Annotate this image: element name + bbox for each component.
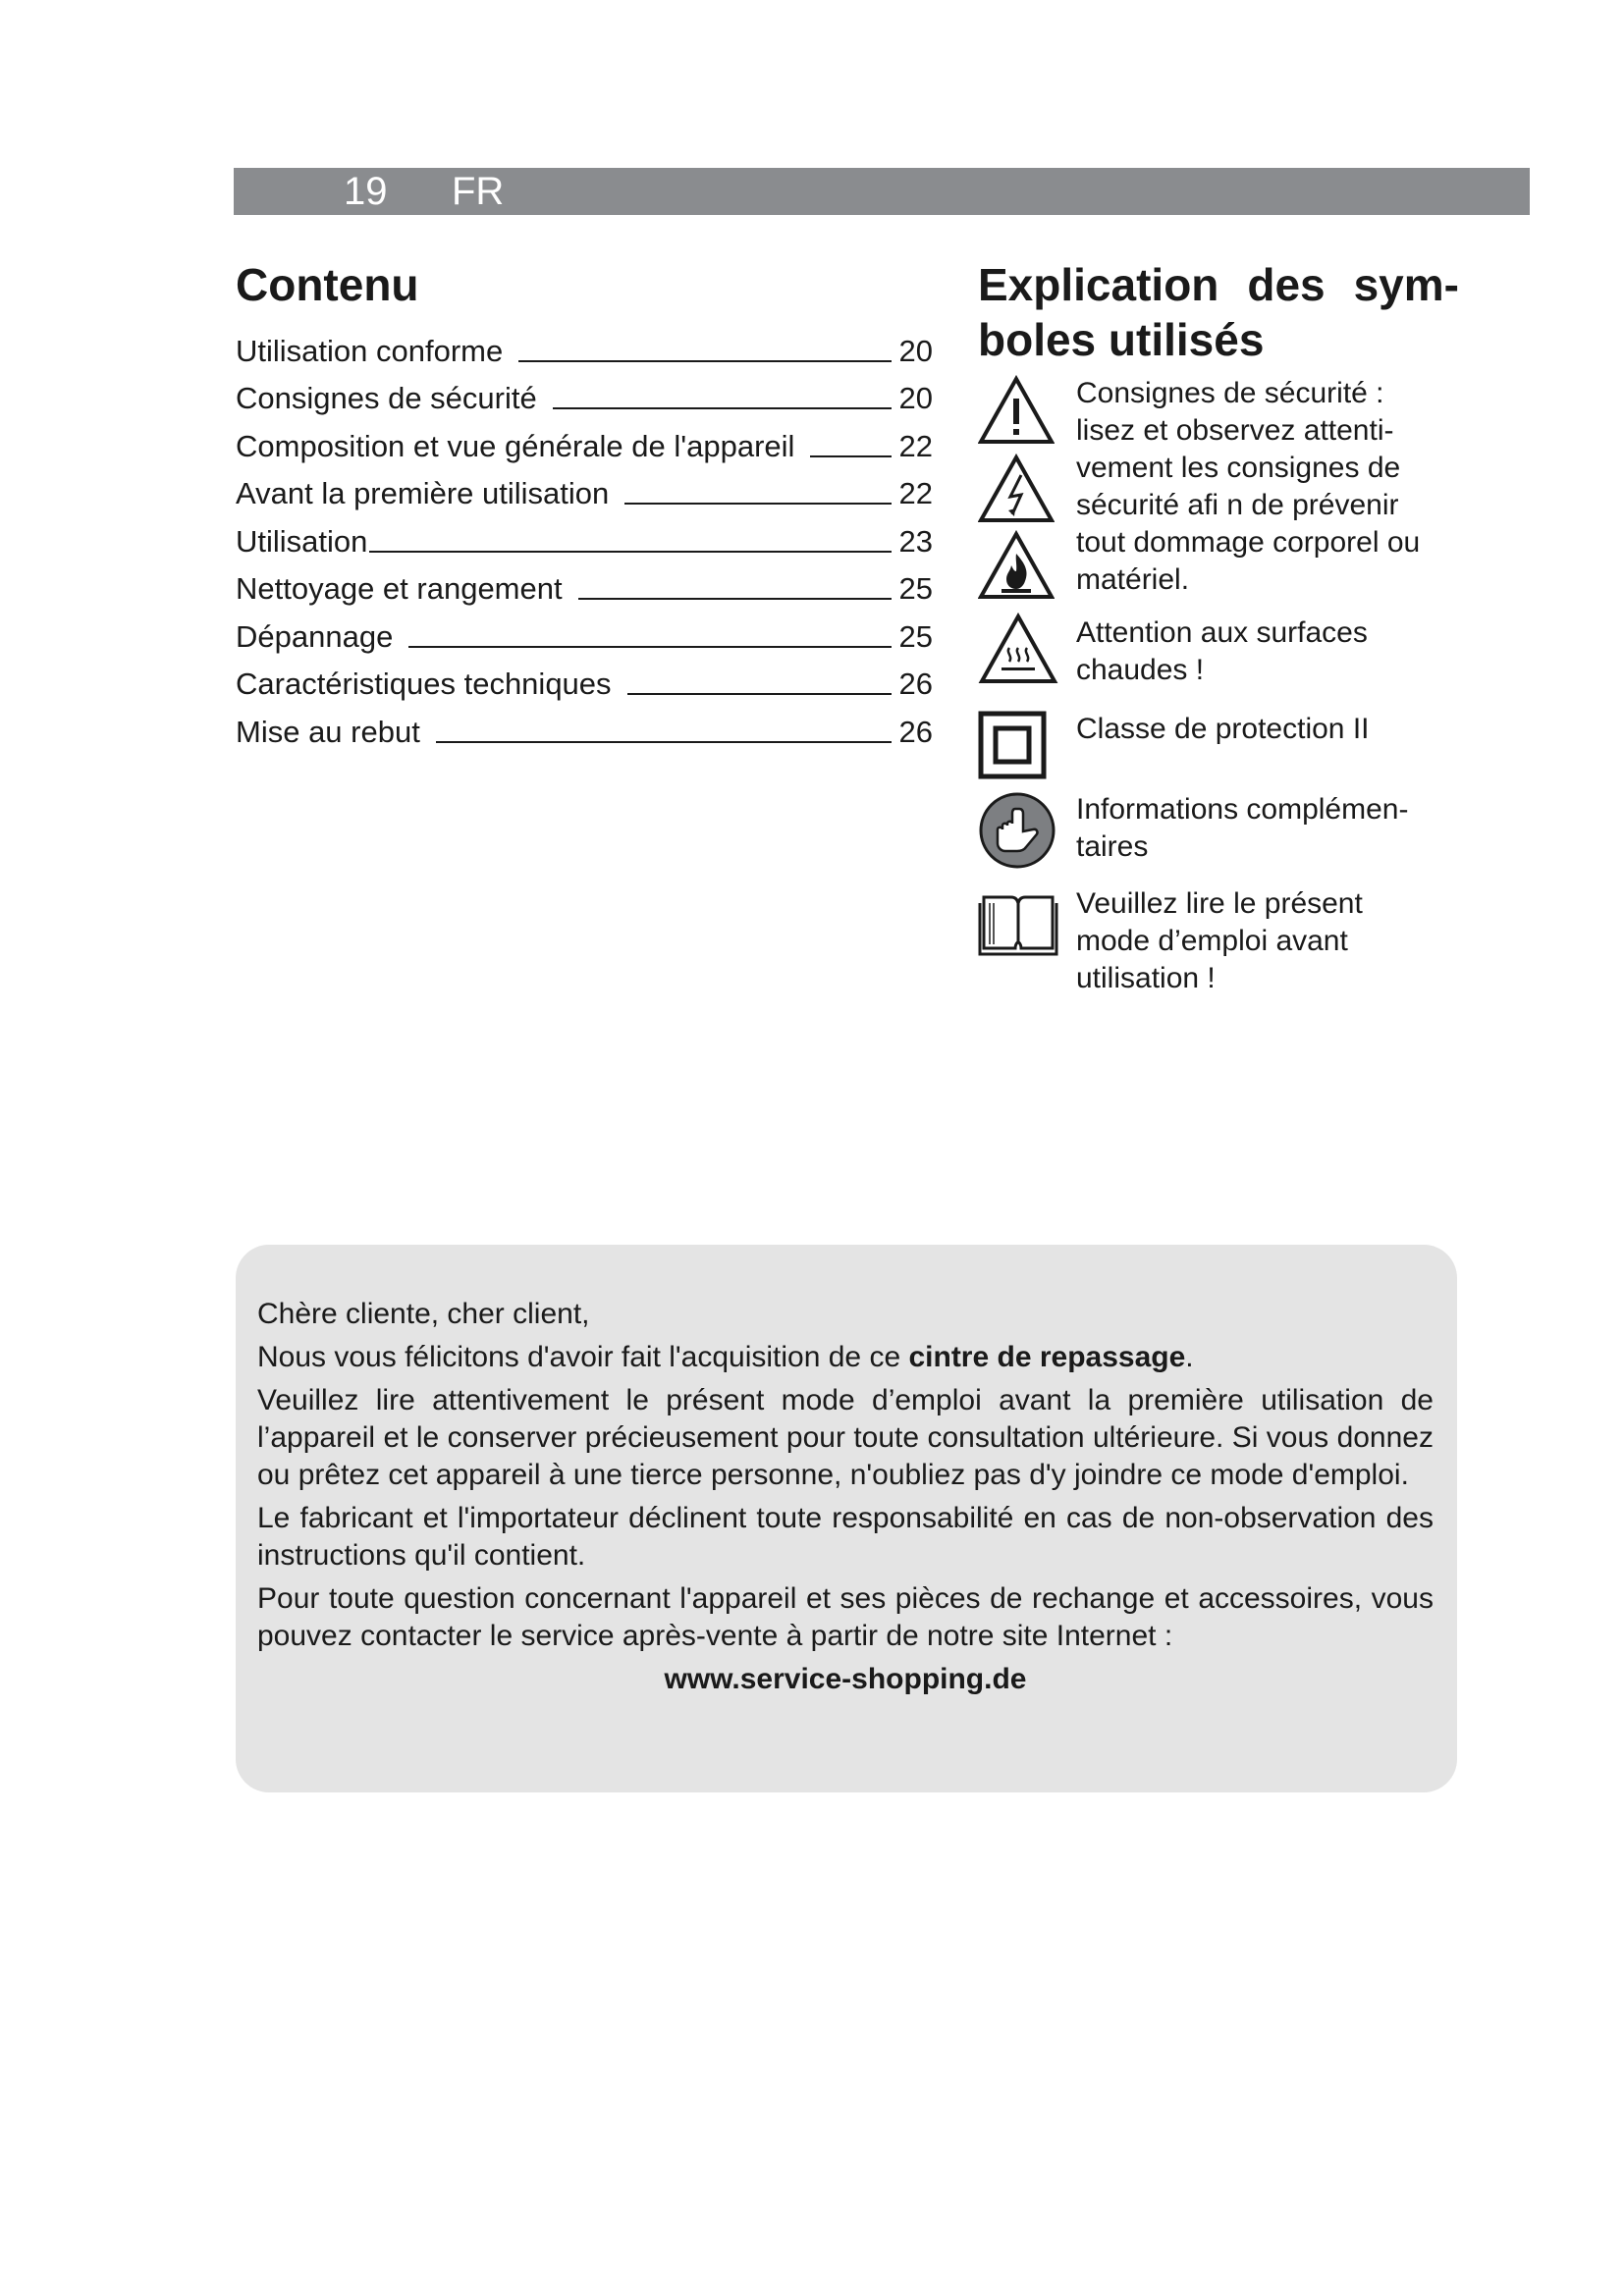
protection-class-ii-icon bbox=[978, 711, 1047, 779]
page-number: 19 bbox=[344, 170, 388, 213]
read-manual-book-icon bbox=[978, 889, 1058, 956]
product-name: cintre de repassage bbox=[908, 1341, 1186, 1373]
toc-entry[interactable] bbox=[236, 465, 933, 513]
toc-entry-page: 20 bbox=[898, 381, 933, 415]
toc-entry-label: Nettoyage et rangement bbox=[236, 571, 563, 606]
warning-exclamation-icon bbox=[978, 375, 1055, 446]
fire-hazard-icon bbox=[978, 530, 1055, 601]
toc-entry-page: 22 bbox=[898, 476, 933, 510]
toc-leader-line bbox=[408, 646, 891, 648]
language-code: FR bbox=[452, 170, 505, 213]
symbol-icons bbox=[978, 375, 1056, 601]
contact-paragraph: Pour toute question concernant l'appareil et ses pièces de rechange et accessoires, vous pouvez contacter le service après-vente à partir de notre site Internet : bbox=[257, 1582, 1434, 1652]
symbol-item-hot-surface bbox=[978, 614, 1459, 693]
symbol-text-line: chaudes ! bbox=[1076, 654, 1205, 686]
page-header-bar bbox=[234, 168, 1530, 215]
table-of-contents bbox=[236, 257, 933, 751]
toc-entry[interactable] bbox=[236, 322, 933, 370]
read-manual-paragraph: Veuillez lire attentivement le présent mode d’emploi avant la première utilisation de l’appareil et le conserver précieusement pour toute consultation ultérieure. Si vous donnez ou prêtez cet appareil à une tierce personne, n'oubliez pas d'y joindre ce mode d'emploi. bbox=[257, 1384, 1434, 1491]
symbol-text-line: matériel. bbox=[1076, 563, 1190, 596]
toc-entry-label: Caractéristiques techniques bbox=[236, 667, 612, 701]
toc-title: Contenu bbox=[236, 259, 419, 310]
symbol-text-line: tout dommage corporel ou bbox=[1076, 526, 1421, 559]
toc-entry-label: Composition et vue générale de l'appareil bbox=[236, 428, 795, 463]
toc-entry-label: Utilisation conforme bbox=[236, 333, 504, 368]
congratulations-text: Nous vous félicitons d'avoir fait l'acquisition de ce bbox=[257, 1341, 909, 1373]
toc-leader-line bbox=[553, 407, 892, 409]
liability-paragraph: Le fabricant et l'importateur déclinent toute responsabilité en cas de non-observation des instructions qu'il contient. bbox=[257, 1502, 1434, 1572]
symbols-title-line1: Explication des sym- bbox=[978, 259, 1459, 310]
toc-entry-page: 20 bbox=[898, 333, 933, 368]
congratulations bbox=[257, 1339, 1434, 1376]
symbol-text-line: utilisation ! bbox=[1076, 962, 1216, 994]
toc-leader-line bbox=[369, 551, 891, 553]
symbol-text-line: taires bbox=[1076, 830, 1149, 863]
toc-entry-label: Dépannage bbox=[236, 618, 394, 654]
congratulations-end: . bbox=[1185, 1341, 1194, 1373]
hot-surface-icon bbox=[978, 613, 1058, 685]
toc-entry-label: Mise au rebut bbox=[236, 714, 420, 749]
symbol-icons bbox=[978, 889, 1056, 956]
symbol-text-line: Consignes de sécurité : bbox=[1076, 377, 1384, 409]
symbol-text-line: sécurité afi n de prévenir bbox=[1076, 489, 1399, 521]
toc-leader-line bbox=[436, 741, 892, 743]
symbol-text-line: lisez et observez attenti- bbox=[1076, 414, 1394, 447]
toc-entry-label: Consignes de sécurité bbox=[236, 381, 537, 415]
symbol-text-line: Informations complémen- bbox=[1076, 793, 1409, 826]
symbol-icons bbox=[978, 711, 1056, 779]
toc-entry-page: 25 bbox=[898, 618, 933, 654]
toc-leader-line bbox=[518, 360, 891, 362]
symbols-title-line2: boles utilisés bbox=[978, 314, 1265, 365]
symbol-icons bbox=[978, 613, 1056, 685]
info-hand-icon bbox=[978, 791, 1056, 870]
symbol-text-line: Veuillez lire le présent bbox=[1076, 887, 1363, 920]
customer-info-text bbox=[257, 1296, 1434, 1704]
symbol-item-info bbox=[978, 791, 1459, 874]
toc-entry-page: 25 bbox=[898, 571, 933, 606]
toc-entry-page: 26 bbox=[898, 714, 933, 749]
toc-leader-line bbox=[578, 598, 892, 600]
symbol-text-line: Attention aux surfaces bbox=[1076, 616, 1368, 649]
toc-entry-page: 26 bbox=[898, 667, 933, 701]
symbol-text-line: mode d’emploi avant bbox=[1076, 925, 1348, 957]
symbol-item-read-manual bbox=[978, 885, 1459, 999]
electric-shock-icon bbox=[978, 454, 1055, 524]
toc-entry[interactable] bbox=[236, 656, 933, 704]
symbols-legend bbox=[978, 257, 1459, 999]
toc-entry[interactable] bbox=[236, 703, 933, 751]
toc-entry-label: Utilisation bbox=[236, 523, 368, 559]
toc-entry[interactable] bbox=[236, 417, 933, 465]
toc-list bbox=[236, 322, 933, 751]
toc-entry-label: Avant la première utilisation bbox=[236, 476, 610, 510]
symbol-text-line: Classe de protection II bbox=[1076, 713, 1370, 745]
toc-leader-line bbox=[624, 503, 891, 505]
toc-entry[interactable] bbox=[236, 608, 933, 656]
customer-info-box bbox=[236, 1245, 1457, 1792]
toc-entry[interactable] bbox=[236, 561, 933, 609]
greeting: Chère cliente, cher client, bbox=[257, 1298, 590, 1330]
toc-entry[interactable] bbox=[236, 512, 933, 561]
toc-leader-line bbox=[627, 693, 892, 695]
toc-leader-line bbox=[810, 455, 891, 457]
symbol-text-line: vement les consignes de bbox=[1076, 452, 1401, 484]
symbol-item-protection-class bbox=[978, 711, 1459, 770]
symbol-icons bbox=[978, 791, 1056, 870]
service-url-link[interactable]: www.service-shopping.de bbox=[664, 1663, 1027, 1695]
toc-entry[interactable] bbox=[236, 370, 933, 418]
symbol-item-safety bbox=[978, 375, 1459, 603]
toc-entry-page: 23 bbox=[898, 523, 933, 559]
toc-entry-page: 22 bbox=[898, 428, 933, 463]
